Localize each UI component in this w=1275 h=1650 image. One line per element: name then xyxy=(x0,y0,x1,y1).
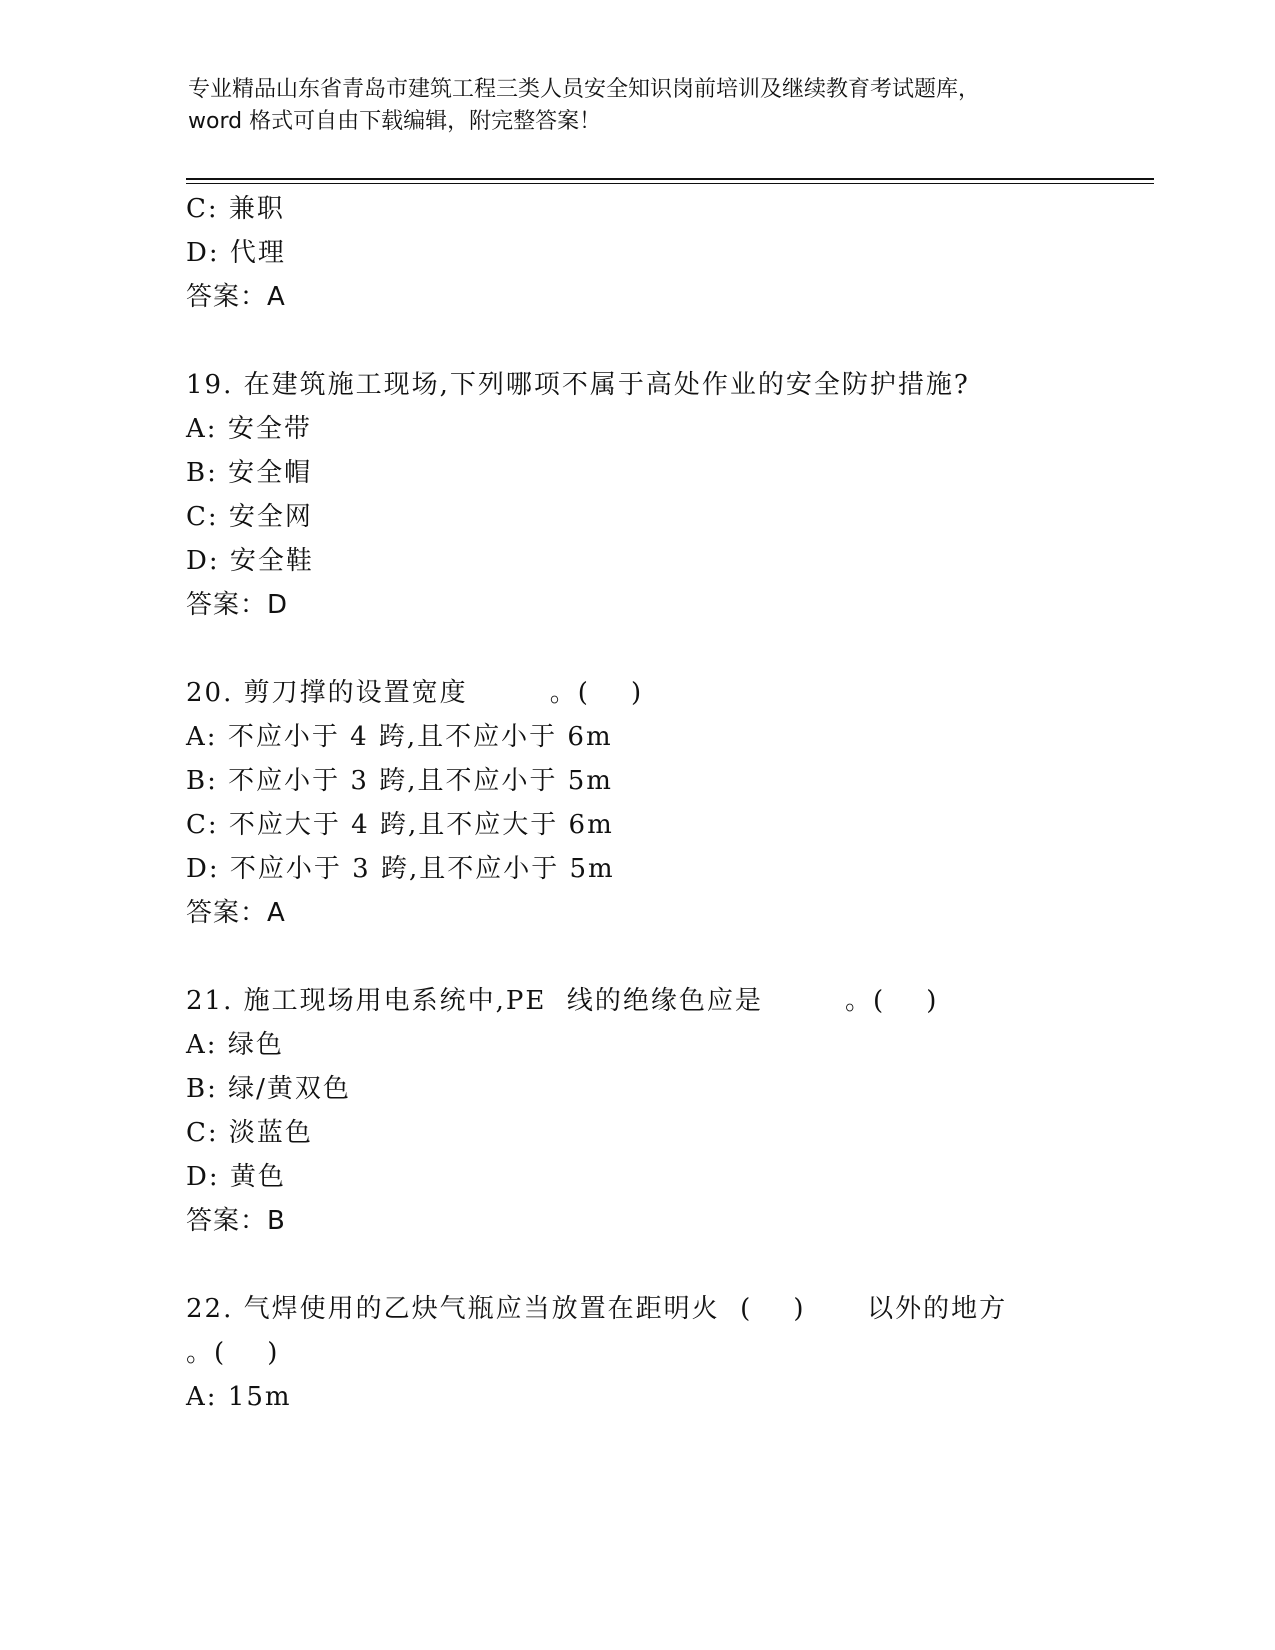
answer: 答案：A xyxy=(186,898,286,928)
option-c: C: 不应大于 4 跨,且不应大于 6m xyxy=(186,810,614,840)
answer: 答案：A xyxy=(186,282,286,312)
header-line-2: word 格式可自由下载编辑，附完整答案！ xyxy=(188,109,602,134)
header-divider xyxy=(186,178,1154,180)
option-a: A: 15m xyxy=(186,1382,292,1412)
question-19: 19. 在建筑施工现场,下列哪项不属于高处作业的安全防护措施? xyxy=(186,370,970,400)
option-d: D: 黄色 xyxy=(186,1162,286,1192)
option-c: C: 淡蓝色 xyxy=(186,1118,313,1148)
header-line-1: 专业精品山东省青岛市建筑工程三类人员安全知识岗前培训及继续教育考试题库， xyxy=(188,77,981,102)
option-d: D: 安全鞋 xyxy=(186,546,314,576)
option-c: C: 安全网 xyxy=(186,502,313,532)
option-b: B: 绿/黄双色 xyxy=(186,1074,351,1104)
option-a: A: 安全带 xyxy=(186,414,312,444)
answer: 答案：B xyxy=(186,1206,286,1236)
answer: 答案：D xyxy=(186,590,289,620)
document-header xyxy=(188,74,1088,138)
question-20: 20. 剪刀撑的设置宽度 。( ) xyxy=(186,678,644,708)
option-d: D: 代理 xyxy=(186,238,286,268)
option-b: B: 安全帽 xyxy=(186,458,313,488)
option-c: C: 兼职 xyxy=(186,194,285,224)
option-a: A: 绿色 xyxy=(186,1030,284,1060)
question-22: 22. 气焊使用的乙炔气瓶应当放置在距明火 ( ) 以外的地方 xyxy=(186,1294,1008,1324)
option-d: D: 不应小于 3 跨,且不应小于 5m xyxy=(186,854,615,884)
option-a: A: 不应小于 4 跨,且不应小于 6m xyxy=(186,722,613,752)
header-divider-thin xyxy=(186,183,1154,184)
question-22-continuation: 。( ) xyxy=(186,1338,280,1368)
option-b: B: 不应小于 3 跨,且不应小于 5m xyxy=(186,766,613,796)
question-21: 21. 施工现场用电系统中,PE 线的绝缘色应是 。( ) xyxy=(186,986,939,1016)
